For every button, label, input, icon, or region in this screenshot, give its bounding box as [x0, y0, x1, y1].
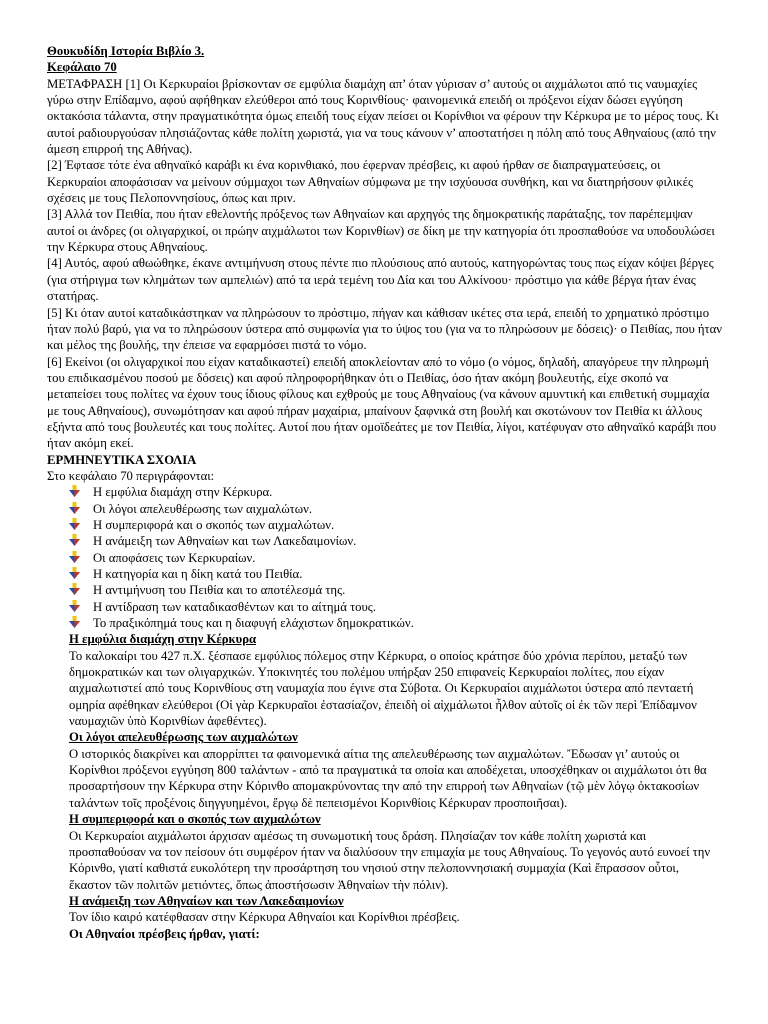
bullet-icon [69, 551, 80, 564]
translation-paragraph-3: [3] Αλλά τον Πειθία, που ήταν εθελοντής πρόξενος των Αθηναίων και αρχηγός της δημοκρατικής παράταξης, τον παρέπεμψαν αυτοί οι άνδρες (οι ολιγαρχικοί, οι πρώην αιχμάλωτοι των Κορινθίων) σε δίκη με την κατηγορία ότι προσπαθούσε να υποδουλώσει την Κέρκυρα στους Αθηναίους. [47, 207, 715, 255]
bullet-icon [69, 518, 80, 531]
bullet-icon [69, 502, 80, 515]
section-heading-involvement: Η ανάμειξη των Αθηναίων και των Λακεδαιμονίων [69, 893, 344, 908]
translation-paragraph-4: [4] Αυτός, αφού αθωώθηκε, έκανε αντιμήνυση στους πέντε πιο πλούσιους από αυτούς, κατηγορώντας τους πως είχαν κόψει βέργες (για στήριγμα των κλημάτων των αμπελιών) από τα ιερά τεμένη του Δία και του Αλκίνοου· πρόστιμο για κάθε βέργα ήταν ένας στατήρας. [47, 256, 714, 304]
list-item-text: Η κατηγορία και η δίκη κατά του Πειθία. [93, 567, 303, 581]
list-item [47, 599, 723, 615]
document-page [47, 43, 723, 942]
list-item [47, 484, 723, 500]
list-item-text: Η συμπεριφορά και ο σκοπός των αιχμαλώτων. [93, 517, 335, 532]
section-heading-release-reasons: Οι λόγοι απελευθέρωσης των αιχμαλώτων [69, 730, 298, 745]
list-item [47, 501, 723, 517]
list-item [47, 615, 723, 631]
list-item [47, 517, 723, 533]
list-item [47, 566, 723, 582]
list-item [47, 582, 723, 598]
bullet-icon [69, 567, 80, 580]
list-item-text: Η εμφύλια διαμάχη στην Κέρκυρα. [93, 485, 273, 500]
list-item-text: Η αντιμήνυση του Πειθία και το αποτέλεσμά της. [93, 583, 346, 598]
section-text-involvement: Τον ίδιο καιρό κατέφθασαν στην Κέρκυρα Αθηναίοι και Κορίνθιοι πρέσβεις. [69, 910, 460, 925]
bullet-icon [69, 583, 80, 596]
document-title: Θουκυδίδη Ιστορία Βιβλίο 3. [47, 44, 205, 58]
list-item-text: Το πραξικόπημά τους και η διαφυγή ελάχιστων δημοκρατικών. [93, 616, 414, 631]
bullet-icon [69, 600, 80, 613]
bullet-icon [69, 485, 80, 498]
bullet-icon [69, 616, 80, 629]
bullet-icon [69, 534, 80, 547]
list-item-text: Οι λόγοι απελευθέρωσης των αιχμαλώτων. [93, 501, 313, 516]
list-item [47, 533, 723, 549]
section-heading-captives-behaviour: Η συμπεριφορά και ο σκοπός των αιχμαλώτων [69, 812, 321, 827]
translation-paragraph-5: [5] Κι όταν αυτοί καταδικάστηκαν να πληρώσουν το πρόστιμο, πήγαν και κάθισαν ικέτες στα ιερά, επειδή το χρηματικό πρόστιμο ήταν πολύ βαρύ, για να το πληρώσουν ύστερα από συμφωνία για το ύψος του (για να το πληρώσουν με δόσεις)· ο Πειθίας, που ήταν και μέλος της βουλής, την έπεισε να εφαρμόσει πιστά το νόμο. [47, 305, 723, 353]
topics-list [47, 484, 723, 631]
final-question-line: Οι Αθηναίοι πρέσβεις ήρθαν, γιατί: [69, 926, 260, 941]
chapter-heading: Κεφάλαιο 70 [47, 60, 117, 75]
commentary-sections [47, 631, 723, 942]
commentary-heading: ΕΡΜΗΝΕΥΤΙΚΑ ΣΧΟΛΙΑ [47, 452, 197, 467]
section-heading-civil-strife: Η εμφύλια διαμάχη στην Κέρκυρα [69, 632, 257, 647]
list-item-text: Η αντίδραση των καταδικασθέντων και το αίτημά τους. [93, 599, 376, 614]
section-text-captives-behaviour: Οι Κερκυραίοι αιχμάλωτοι άρχισαν αμέσως τη συνωμοτική τους δράση. Πλησίαζαν τον κάθε πολίτη χωριστά και προσπαθούσαν να τον πείσουν ότι συμφέρον ήταν να διαλύσουν την επιμαχία με τους Αθηναίους. Το γεγονός αυτό ευνοεί την Κόρινθο, γιατί καθιστά ευκολότερη την προσάρτηση του νησιού στην πελοποννησιακή συμμαχία (Καὶ ἔπρασσον οὗτοι, ἕκαστον τῶν πολιτῶν μετιόντες, ὅπως ἀποστήσωσιν Ἀθηναίων τὴν πόλιν). [69, 828, 711, 892]
translation-paragraph-2: [2] Έφτασε τότε ένα αθηναϊκό καράβι κι ένα κορινθιακό, που έφερναν πρέσβεις, κι αφού ήρθαν σε διαπραγματεύσεις, οι Κερκυραίοι αποφάσισαν να μείνουν σύμμαχοι των Αθηναίων σύμφωνα με την ισχύουσα συνθήκη, και να διατηρήσουν φιλικές σχέσεις με τους Πελοποννησίους, όπως και πριν. [47, 158, 694, 206]
section-text-civil-strife: Το καλοκαίρι του 427 π.Χ. ξέσπασε εμφύλιος πόλεμος στην Κέρκυρα, ο οποίος κράτησε δύο χρόνια περίπου, μεταξύ των δημοκρατικών και των ολιγαρχικών. Υποκινητές του πολέμου υπήρξαν 250 επιφανείς Κερκυραίοι πολίτες, που είχαν αιχμαλωτιστεί από τους Κορινθίους στη ναυμαχία που έγινε στα Σύβοτα. Οι Κερκυραίοι αιχμάλωτοι ύστερα από πενταετή ομηρία αφέθηκαν ελεύθεροι (Οἱ γὰρ Κερκυραῖοι ἐστασίαζον, ἐπειδὴ οἱ αἰχμάλωτοι ἦλθον αὐτοῖς οἱ ἐκ τῶν περὶ Ἐπίδαμνον ναυμαχιῶν ὑπὸ Κορινθίων ἀφεθέντες). [69, 648, 697, 729]
commentary-intro: Στο κεφάλαιο 70 περιγράφονται: [47, 468, 215, 483]
section-text-release-reasons: Ο ιστορικός διακρίνει και απορρίπτει τα φαινομενικά αίτια της απελευθέρωσης των αιχμαλώτων. Ἔδωσαν γι’ αυτούς οι Κορίνθιοι πρόξενοι εγγύηση 800 ταλάντων - από τα πραγματικά τα οποία και αποδέχεται, υποσχέθηκαν οι αιχμάλωτοι ότι θα προσαρτήσουν την Κέρκυρα στην Κόρινθο απομακρύνοντας την από την επιρροή των Αθηναίων (τῷ μὲν λόγῳ ὀκτακοσίων ταλάντων τοῖς προξένοις διηγγυημένοι, ἔργῳ δὲ πεπεισμένοι Κορινθίοις Κέρκυραν προσποιῆσαι). [69, 746, 707, 810]
list-item [47, 550, 723, 566]
list-item-text: Η ανάμειξη των Αθηναίων και των Λακεδαιμονίων. [93, 534, 357, 549]
list-item-text: Οι αποφάσεις των Κερκυραίων. [93, 550, 256, 565]
translation-paragraph-6: [6] Εκείνοι (οι ολιγαρχικοί που είχαν καταδικαστεί) επειδή αποκλείονταν από το νόμο (ο νόμος, δηλαδή, απαγόρευε την πληρωμή του επιδικασμένου ποσού με δόσεις) και αφού πληροφορήθηκαν ότι ο Πειθίας, όσο ήταν ακόμη βουλευτής, είχε σκοπό να μεταπείσει τους πολίτες να έχουν τους ίδιους φίλους και εχθρούς με τους Αθηναίους (να κάνουν αμυντική και επιθετική συμμαχία με τους Αθηναίους), συνωμότησαν και αφού πήραν μαχαίρια, μπαίνουν ξαφνικά στη βουλή και σκοτώνουν τον Πειθία κι άλλους εξήντα από τους βουλευτές και τους πολίτες. Αυτοί που ήταν ομοϊδεάτες με τον Πειθία, λίγοι, κατέφυγαν στο αθηναϊκό καράβι που ήταν ακόμη εκεί. [47, 354, 717, 451]
translation-paragraph-1: ΜΕΤΑΦΡΑΣΗ [1] Οι Κερκυραίοι βρίσκονταν σε εμφύλια διαμάχη απ’ όταν γύρισαν σ’ αυτούς οι αιχμάλωτοι από τις ναυμαχίες γύρω στην Επίδαμνο, αφού αφήθηκαν ελεύθεροι από τους Κορινθίους· φαινομενικά επειδή οι πρόξενοι είχαν δώσει εγγύηση οκτακόσια τάλαντα, στην πραγματικότητα όμως επειδή τους είχαν πείσει οι Κορίνθιοι να φέρουν την Κέρκυρα με το μέρος τους. Κι αυτοί ραδιουργούσαν πλησιάζοντας κάθε πολίτη χωριστά, για να τους κάνουν ν’ αποστατήσει η πόλη από τους Αθηναίους (από την άμεση επιρροή της Αθήνας). [47, 76, 719, 157]
